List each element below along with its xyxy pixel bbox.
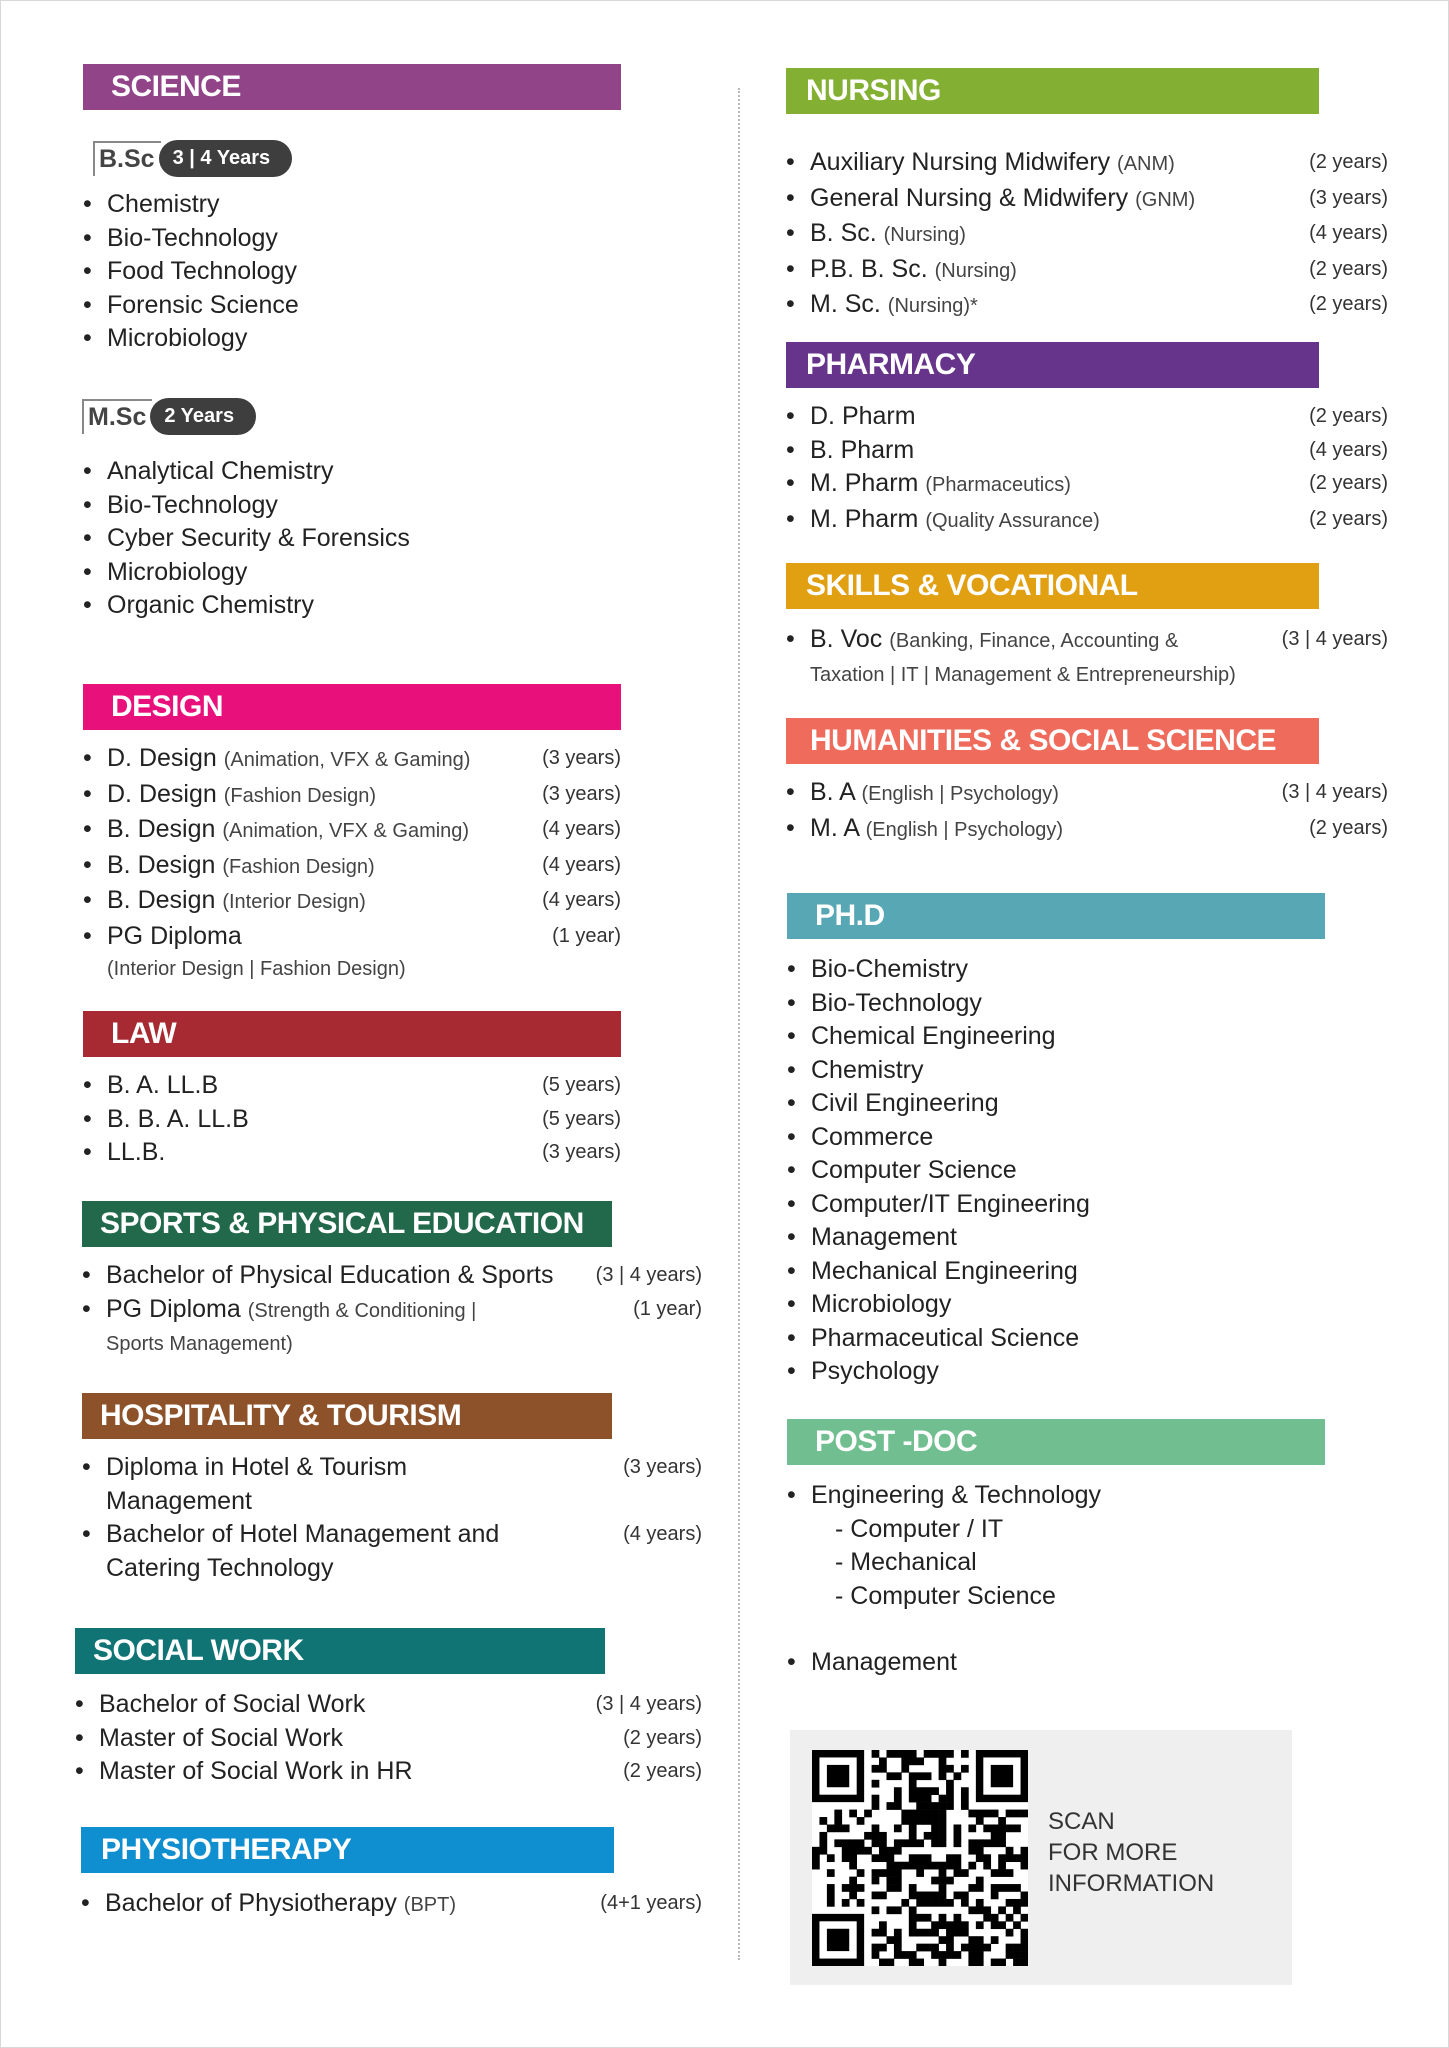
list-item bbox=[786, 776, 1388, 812]
item-title: B. B. A. LL.B bbox=[107, 1104, 249, 1133]
phd-header: PH.D bbox=[787, 893, 1325, 939]
bsc-label-row bbox=[93, 140, 292, 177]
item-name: • Cyber Security & Forensics bbox=[83, 522, 410, 556]
hospitality-list bbox=[82, 1451, 702, 1585]
list-item bbox=[787, 1355, 1387, 1389]
item-duration: (3 years) bbox=[542, 1141, 621, 1163]
item-duration: (3 | 4 years) bbox=[1281, 781, 1388, 803]
humanities-header: HUMANITIES & SOCIAL SCIENCE bbox=[786, 718, 1319, 764]
item-duration: (1 year) bbox=[552, 924, 621, 947]
list-item bbox=[83, 884, 621, 920]
item-title: Master of Social Work bbox=[99, 1723, 344, 1752]
list-item bbox=[787, 1646, 1387, 1680]
pharmacy-list bbox=[786, 400, 1388, 538]
list-item bbox=[83, 849, 621, 885]
list-item bbox=[787, 1087, 1387, 1121]
skills-list bbox=[786, 623, 1388, 692]
item-duration: (3 years) bbox=[1309, 186, 1388, 209]
list-item bbox=[83, 920, 621, 987]
humanities-section bbox=[786, 718, 1388, 847]
list-item bbox=[787, 1020, 1387, 1054]
item-name: • Bio-Technology bbox=[83, 489, 278, 523]
postdoc-header: POST -DOC bbox=[787, 1419, 1325, 1465]
item-name bbox=[83, 1136, 165, 1170]
item-title: M. A bbox=[810, 813, 859, 842]
item-name: • Chemical Engineering bbox=[787, 1020, 1056, 1054]
item-title: Diploma in Hotel & Tourism bbox=[106, 1453, 408, 1481]
list-item bbox=[83, 188, 543, 222]
list-item bbox=[82, 1293, 702, 1362]
list-item bbox=[786, 400, 1388, 434]
item-name bbox=[786, 503, 1100, 539]
item-name bbox=[786, 776, 1059, 812]
item-title: D. Design bbox=[107, 779, 217, 808]
item-name bbox=[83, 1069, 218, 1103]
item-name: • Microbiology bbox=[83, 322, 247, 356]
item-duration: (2 years) bbox=[1309, 293, 1388, 315]
list-item bbox=[786, 434, 1388, 468]
item-title: B. Design bbox=[107, 815, 216, 843]
postdoc-eng: • Engineering & Technology bbox=[787, 1479, 1101, 1513]
item-duration: (3 years) bbox=[542, 747, 621, 769]
list-item bbox=[83, 556, 543, 590]
law-list bbox=[83, 1069, 621, 1170]
item-subtitle: (English | Psychology) bbox=[861, 783, 1059, 805]
item-name bbox=[786, 812, 1063, 848]
list-item bbox=[82, 1518, 702, 1585]
item-title: B. Pharm bbox=[810, 435, 915, 464]
list-item bbox=[787, 1255, 1387, 1289]
item-title: B. A. LL.B bbox=[107, 1071, 219, 1099]
qr-panel bbox=[790, 1730, 1292, 1985]
hospitality-header: HOSPITALITY & TOURISM bbox=[82, 1393, 612, 1439]
physio-header: PHYSIOTHERAPY bbox=[81, 1827, 614, 1873]
item-title: Master of Social Work in HR bbox=[99, 1757, 413, 1785]
pharmacy-section bbox=[786, 342, 1388, 538]
item-name bbox=[786, 146, 1175, 182]
item-duration: (2 years) bbox=[1309, 257, 1388, 280]
bsc-label: B.Sc bbox=[93, 141, 161, 176]
item-title: LL.B. bbox=[107, 1138, 166, 1166]
item-name bbox=[786, 467, 1071, 503]
item-name: • Bio-Technology bbox=[83, 222, 278, 256]
item-subtitle: (Strength & Conditioning | bbox=[247, 1299, 477, 1322]
list-item bbox=[83, 222, 543, 256]
list-item bbox=[786, 146, 1388, 182]
item-subtitle: (BPT) bbox=[403, 1894, 457, 1916]
column-divider bbox=[738, 88, 740, 1960]
list-item bbox=[75, 1722, 702, 1756]
list-item bbox=[83, 1069, 621, 1103]
msc-years-badge: 2 Years bbox=[150, 398, 256, 435]
physio-list bbox=[81, 1887, 702, 1923]
item-title: B. A bbox=[810, 778, 855, 806]
item-continuation: Taxation | IT | Management & Entrepreneurship) bbox=[810, 663, 1236, 686]
item-name bbox=[83, 742, 470, 778]
skills-header: SKILLS & VOCATIONAL bbox=[786, 563, 1319, 609]
hospitality-section bbox=[82, 1393, 702, 1585]
item-name: • Analytical Chemistry bbox=[83, 455, 333, 489]
item-title: M. Sc. bbox=[810, 290, 881, 318]
scan-line-1: SCAN bbox=[1048, 1808, 1115, 1835]
socialwork-list bbox=[75, 1688, 702, 1789]
item-name: • Chemistry bbox=[83, 188, 220, 222]
science-section bbox=[83, 64, 621, 110]
design-section bbox=[83, 684, 621, 987]
item-duration: (3 | 4 years) bbox=[595, 1264, 702, 1286]
scan-line-2: FOR MORE bbox=[1048, 1839, 1178, 1866]
item-name bbox=[786, 253, 1017, 289]
list-item bbox=[83, 1103, 621, 1137]
sports-header: SPORTS & PHYSICAL EDUCATION bbox=[82, 1201, 612, 1247]
item-subtitle: (Banking, Finance, Accounting & bbox=[889, 630, 1179, 652]
item-duration: (4 years) bbox=[542, 853, 621, 876]
item-subtitle: (Nursing) bbox=[934, 259, 1017, 282]
item-name bbox=[786, 217, 966, 253]
item-title: D. Design bbox=[107, 744, 217, 772]
item-title: Bachelor of Physical Education & Sports bbox=[106, 1261, 554, 1289]
item-name: • Mechanical Engineering bbox=[787, 1255, 1078, 1289]
item-duration: (3 years) bbox=[542, 782, 621, 805]
list-item bbox=[83, 813, 621, 849]
postdoc-mgmt: • Management bbox=[787, 1646, 957, 1680]
item-duration: (2 years) bbox=[623, 1760, 702, 1782]
phd-section bbox=[787, 893, 1387, 1389]
list-item bbox=[75, 1688, 702, 1722]
list-item bbox=[787, 1221, 1387, 1255]
postdoc-section bbox=[787, 1419, 1387, 1680]
item-name bbox=[786, 288, 978, 324]
list-item bbox=[786, 253, 1388, 289]
item-duration: (2 years) bbox=[1309, 405, 1388, 427]
list-item bbox=[83, 522, 543, 556]
item-title: Bachelor of Physiotherapy bbox=[105, 1889, 397, 1917]
list-item bbox=[786, 503, 1388, 539]
list-item bbox=[787, 1322, 1387, 1356]
item-duration: (3 years) bbox=[623, 1456, 702, 1478]
list-item bbox=[786, 812, 1388, 848]
item-name bbox=[83, 778, 376, 814]
item-name bbox=[83, 920, 406, 987]
design-header: DESIGN bbox=[83, 684, 621, 730]
list-item bbox=[75, 1755, 702, 1789]
physio-section bbox=[81, 1827, 702, 1923]
item-name bbox=[82, 1293, 476, 1362]
item-subtitle: (Nursing) bbox=[883, 224, 966, 246]
list-item bbox=[83, 289, 543, 323]
item-name bbox=[786, 400, 916, 434]
list-item bbox=[83, 455, 543, 489]
humanities-list bbox=[786, 776, 1388, 847]
item-title: Auxiliary Nursing Midwifery bbox=[810, 148, 1111, 176]
item-name: • Forensic Science bbox=[83, 289, 299, 323]
item-name bbox=[83, 849, 375, 885]
nursing-section bbox=[786, 68, 1388, 324]
item-name: • Computer Science bbox=[787, 1154, 1017, 1188]
item-name: • Bio-Chemistry bbox=[787, 953, 968, 987]
sports-section bbox=[82, 1201, 702, 1362]
item-name: • Microbiology bbox=[787, 1288, 951, 1322]
bsc-list bbox=[83, 188, 543, 356]
phd-list bbox=[787, 953, 1387, 1389]
socialwork-header: SOCIAL WORK bbox=[75, 1628, 605, 1674]
item-duration: (1 year) bbox=[633, 1297, 702, 1320]
law-header: LAW bbox=[83, 1011, 621, 1057]
item-continuation: Catering Technology bbox=[106, 1553, 334, 1582]
postdoc-eng-sub-2: - Mechanical bbox=[835, 1548, 977, 1576]
item-name bbox=[786, 623, 1236, 692]
list-item bbox=[83, 489, 543, 523]
item-name bbox=[75, 1688, 365, 1722]
list-item bbox=[787, 1479, 1387, 1513]
item-subtitle: (Nursing)* bbox=[887, 295, 978, 317]
pharmacy-header: PHARMACY bbox=[786, 342, 1319, 388]
law-section bbox=[83, 1011, 621, 1170]
list-item bbox=[81, 1887, 702, 1923]
list-item bbox=[83, 1136, 621, 1170]
item-title: General Nursing & Midwifery bbox=[810, 183, 1129, 212]
item-duration: (4 years) bbox=[1309, 438, 1388, 461]
item-duration: (4 years) bbox=[623, 1523, 702, 1545]
science-header: SCIENCE bbox=[83, 64, 621, 110]
item-title: M. Pharm bbox=[810, 504, 919, 533]
list-item bbox=[83, 742, 621, 778]
item-subtitle: (Interior Design) bbox=[222, 891, 366, 913]
item-name: • Organic Chemistry bbox=[83, 589, 314, 623]
item-subtitle: (Pharmaceutics) bbox=[925, 474, 1071, 496]
item-continuation: (Interior Design | Fashion Design) bbox=[107, 958, 406, 980]
item-name: • Psychology bbox=[787, 1355, 939, 1389]
list-item bbox=[786, 288, 1388, 324]
item-duration: (4 years) bbox=[542, 889, 621, 911]
list-item bbox=[83, 778, 621, 814]
item-duration: (2 years) bbox=[623, 1726, 702, 1749]
item-duration: (5 years) bbox=[542, 1107, 621, 1130]
list-item bbox=[787, 1154, 1387, 1188]
list-item bbox=[786, 217, 1388, 253]
item-duration: (2 years) bbox=[1309, 472, 1388, 494]
list-item bbox=[83, 322, 543, 356]
postdoc-eng-sub-3: - Computer Science bbox=[835, 1581, 1056, 1610]
item-duration: (4 years) bbox=[542, 818, 621, 840]
list-item bbox=[787, 1054, 1387, 1088]
list-item bbox=[786, 623, 1388, 692]
item-name bbox=[83, 813, 469, 849]
msc-label: M.Sc bbox=[82, 399, 152, 434]
item-duration: (2 years) bbox=[1309, 507, 1388, 530]
item-subtitle: (English | Psychology) bbox=[865, 818, 1064, 841]
list-item bbox=[82, 1259, 702, 1293]
item-title: B. Design bbox=[107, 850, 216, 879]
qr-code[interactable] bbox=[812, 1750, 1028, 1966]
list-item bbox=[786, 467, 1388, 503]
msc-label-row bbox=[82, 398, 256, 435]
item-name: • Bio-Technology bbox=[787, 987, 982, 1021]
item-name bbox=[82, 1518, 499, 1585]
sports-list bbox=[82, 1259, 702, 1362]
item-duration: (5 years) bbox=[542, 1074, 621, 1096]
item-title: B. Sc. bbox=[810, 219, 877, 247]
item-name bbox=[786, 182, 1195, 218]
item-duration: (2 years) bbox=[1309, 151, 1388, 173]
item-title: B. Voc bbox=[810, 625, 883, 653]
item-name: • Computer/IT Engineering bbox=[787, 1188, 1090, 1222]
item-title: Bachelor of Hotel Management and bbox=[106, 1520, 500, 1548]
msc-list bbox=[83, 455, 543, 623]
item-name bbox=[81, 1887, 456, 1923]
item-title: B. Design bbox=[107, 886, 216, 914]
item-title: M. Pharm bbox=[810, 469, 919, 497]
list-item bbox=[787, 1121, 1387, 1155]
list-item bbox=[786, 182, 1388, 218]
item-continuation: Management bbox=[106, 1486, 252, 1515]
item-subtitle: (Quality Assurance) bbox=[925, 509, 1100, 532]
item-duration: (3 | 4 years) bbox=[595, 1693, 702, 1715]
item-title: PG Diploma bbox=[106, 1294, 241, 1323]
item-title: PG Diploma bbox=[107, 921, 242, 950]
item-name bbox=[786, 434, 914, 468]
item-subtitle: (GNM) bbox=[1135, 188, 1196, 211]
item-name: • Chemistry bbox=[787, 1054, 924, 1088]
list-item bbox=[83, 255, 543, 289]
postdoc-eng-sub-1: - Computer / IT bbox=[835, 1514, 1004, 1543]
list-item bbox=[787, 987, 1387, 1021]
item-subtitle: (Animation, VFX & Gaming) bbox=[222, 820, 470, 842]
item-subtitle: (ANM) bbox=[1117, 153, 1175, 175]
item-name: • Management bbox=[787, 1221, 957, 1255]
item-duration: (4 years) bbox=[1309, 222, 1388, 244]
item-continuation: Sports Management) bbox=[106, 1333, 293, 1355]
nursing-header: NURSING bbox=[786, 68, 1319, 114]
list-item bbox=[82, 1451, 702, 1518]
item-subtitle: (Animation, VFX & Gaming) bbox=[223, 749, 471, 771]
postdoc-list-2 bbox=[787, 1646, 1387, 1680]
list-item bbox=[83, 589, 543, 623]
item-subtitle: (Fashion Design) bbox=[222, 855, 375, 878]
item-name: • Commerce bbox=[787, 1121, 933, 1155]
item-name bbox=[82, 1259, 553, 1293]
item-name: • Food Technology bbox=[83, 255, 297, 289]
item-subtitle: (Fashion Design) bbox=[223, 784, 377, 807]
item-title: Bachelor of Social Work bbox=[99, 1690, 366, 1718]
item-duration: (4+1 years) bbox=[600, 1892, 702, 1914]
nursing-list bbox=[786, 146, 1388, 324]
scan-text bbox=[1048, 1806, 1214, 1899]
postdoc-list bbox=[787, 1479, 1387, 1513]
item-name bbox=[83, 1103, 249, 1137]
list-item bbox=[787, 1188, 1387, 1222]
item-name bbox=[82, 1451, 407, 1518]
list-item bbox=[787, 1288, 1387, 1322]
item-name bbox=[75, 1722, 343, 1756]
item-duration: (2 years) bbox=[1309, 816, 1388, 839]
scan-line-3: INFORMATION bbox=[1048, 1870, 1215, 1897]
item-title: P.B. B. Sc. bbox=[810, 254, 928, 283]
item-name: • Civil Engineering bbox=[787, 1087, 999, 1121]
socialwork-section bbox=[75, 1628, 702, 1789]
skills-section bbox=[786, 563, 1388, 692]
item-name bbox=[83, 884, 366, 920]
bsc-years-badge: 3 | 4 Years bbox=[159, 140, 293, 177]
qr-code-image bbox=[812, 1750, 1028, 1966]
list-item bbox=[787, 953, 1387, 987]
item-name: • Pharmaceutical Science bbox=[787, 1322, 1079, 1356]
item-name bbox=[75, 1755, 413, 1789]
item-name: • Microbiology bbox=[83, 556, 247, 590]
item-duration: (3 | 4 years) bbox=[1281, 628, 1388, 650]
design-list bbox=[83, 742, 621, 987]
item-title: D. Pharm bbox=[810, 402, 916, 430]
